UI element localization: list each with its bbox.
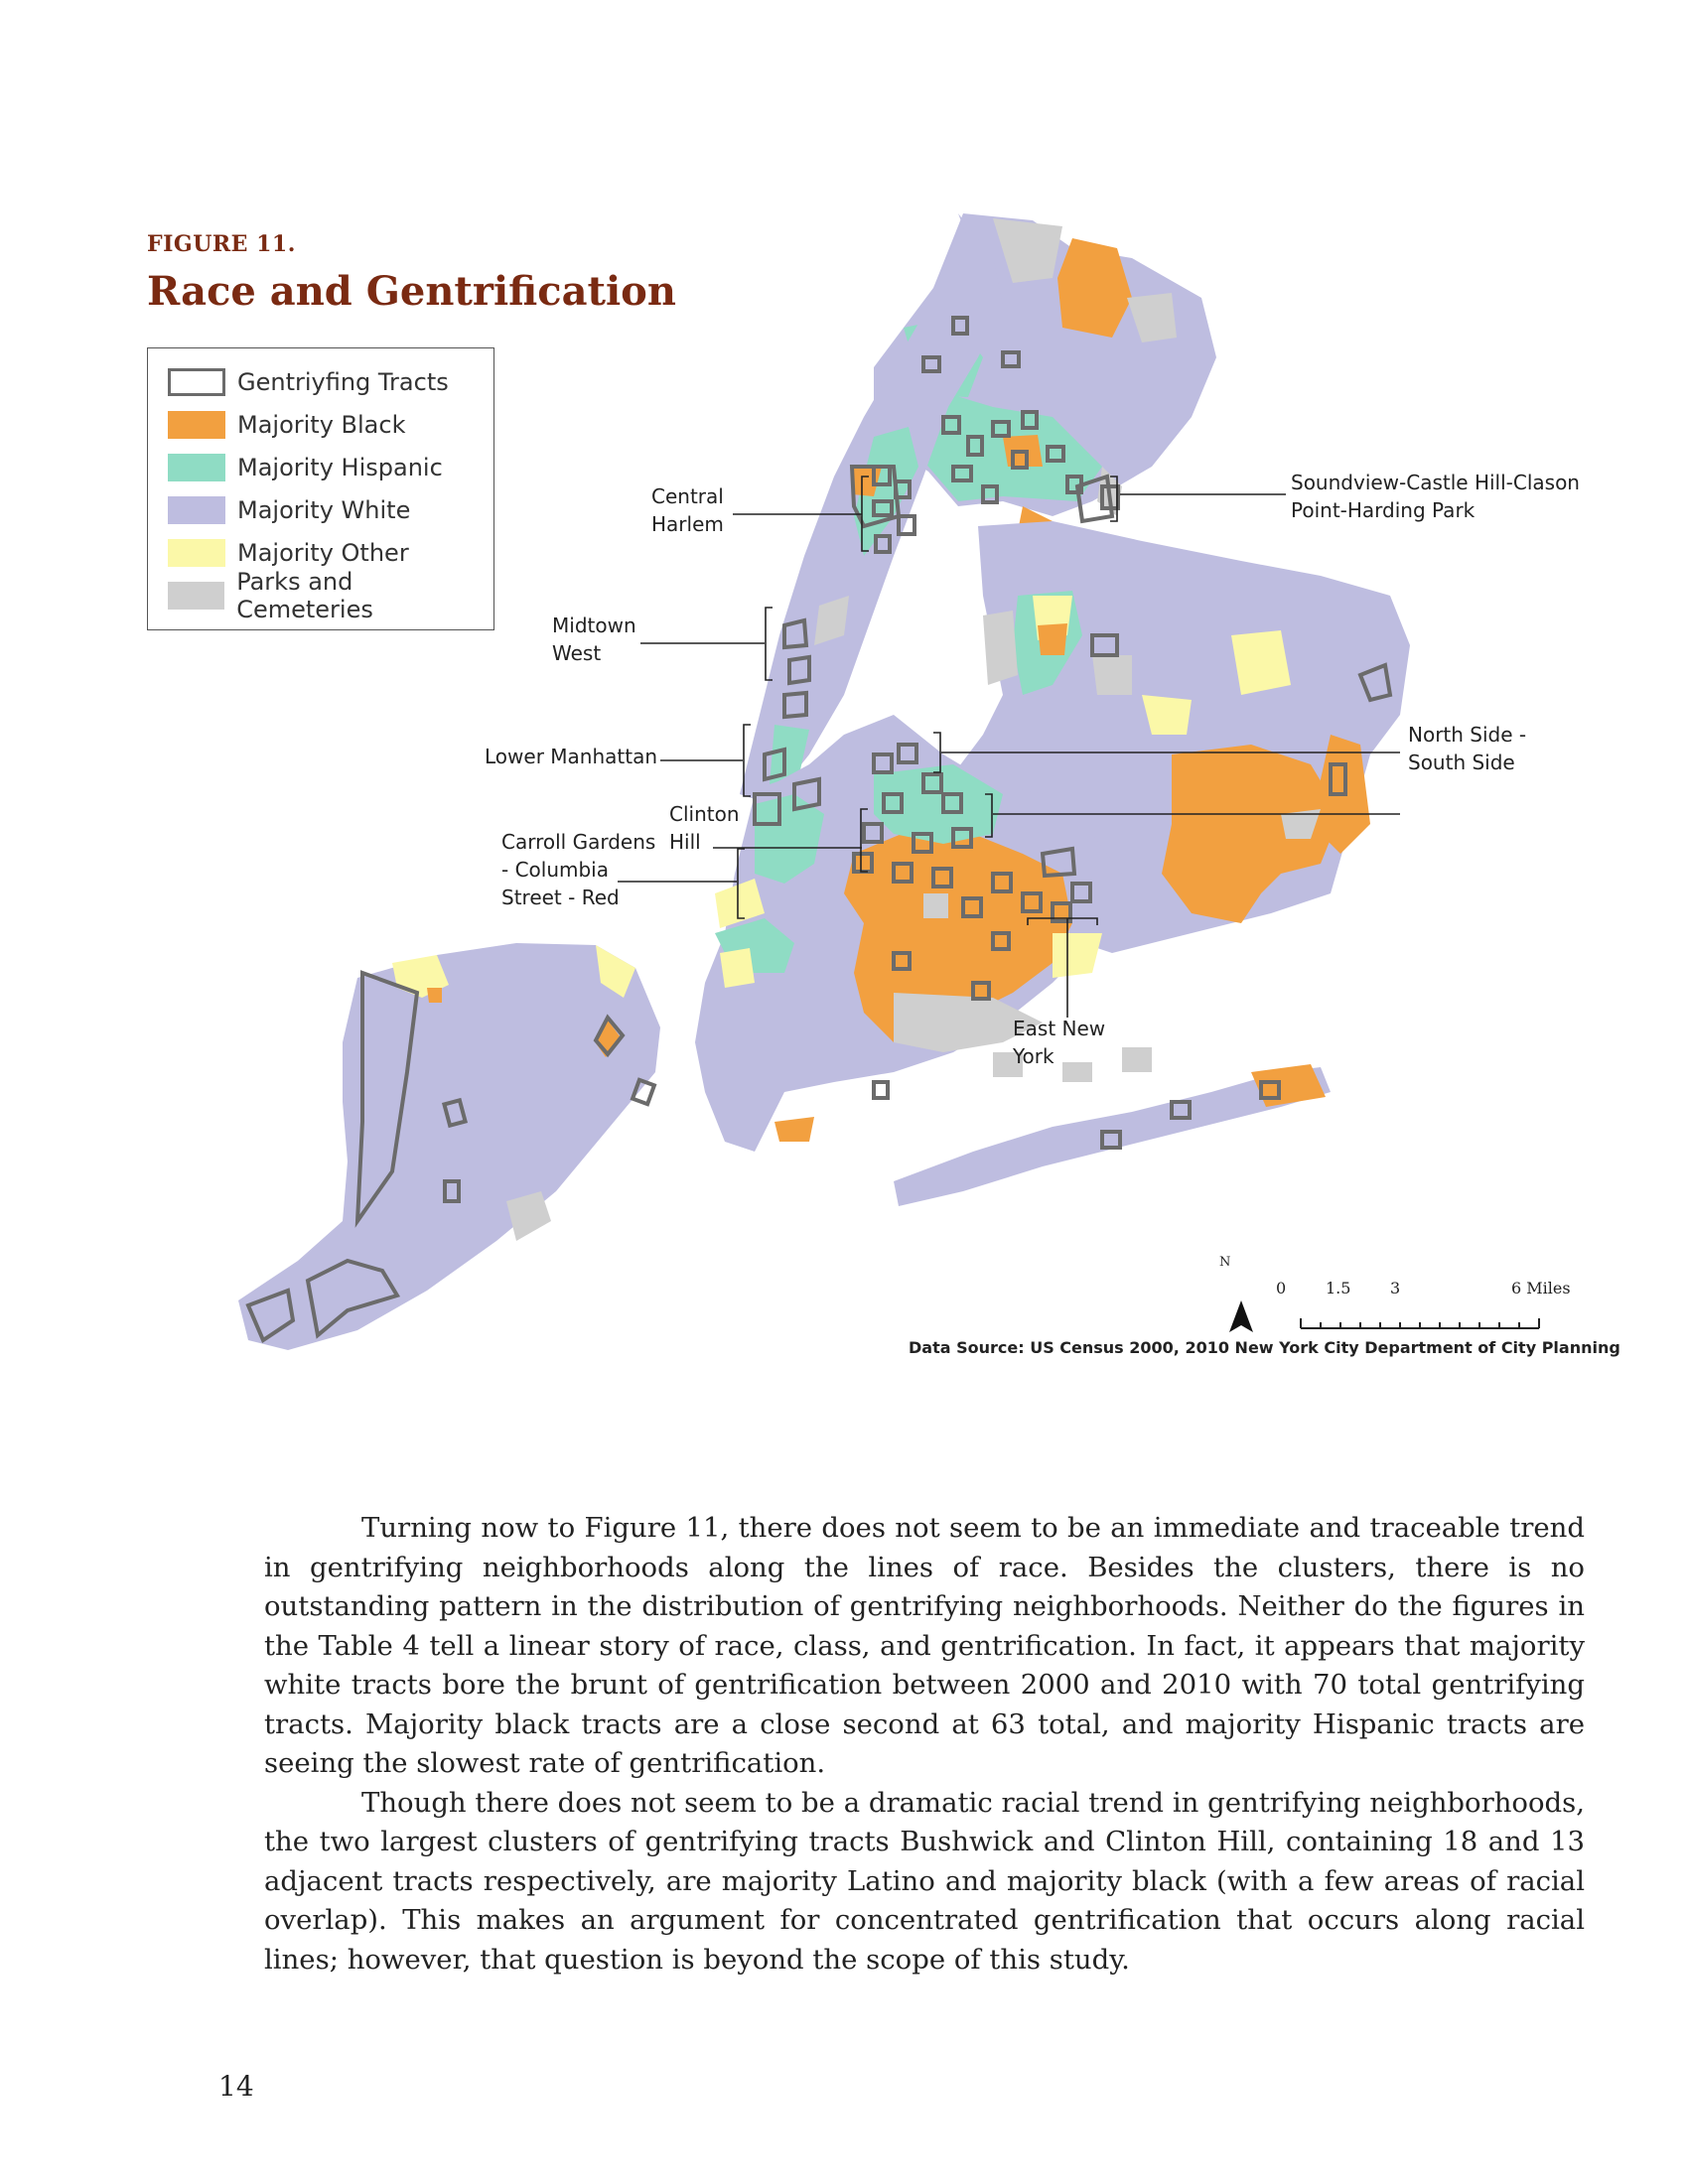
fill-swatch-icon [168, 496, 225, 524]
outline-swatch-icon [168, 368, 225, 396]
legend-label: Majority White [237, 496, 411, 524]
legend-label: Majority Other [237, 539, 409, 567]
legend-item-black [168, 405, 405, 445]
legend-label: Majority Black [237, 411, 406, 439]
map-legend [147, 347, 494, 630]
scale-tick-2: 3 [1390, 1279, 1401, 1297]
manhattan [740, 213, 1003, 804]
callout-east-new-york: East New York [1013, 1017, 1106, 1068]
legend-label: Majority Hispanic [237, 454, 443, 481]
scale-tick-0: 0 [1276, 1279, 1287, 1297]
fill-swatch-icon [168, 539, 225, 567]
figure-title: Race and Gentrification [147, 268, 676, 315]
scale-tick-1: 1.5 [1326, 1279, 1351, 1297]
page-number: 14 [218, 2070, 254, 2103]
legend-item-other [168, 533, 409, 573]
scale-bar [1301, 1318, 1539, 1328]
callout-lower-manhattan: Lower Manhattan [485, 745, 658, 768]
paragraph-1: Turning now to Figure 11, there does not seem to be an immediate and traceable trend in gentrifying neighborhoods along the lines of race. Besides the clusters, there is no outstanding pattern in the distribution of gentrifying neighborhoods. Neither do the figures in the Table 4 tell a linear story of race, class, and gentrification. In fact, it appears that majority white tracts bore the brunt of gentrification between 2000 and 2010 with 70 total gentrifying tracts. Majority black tracts are a close second at 63 total, and majority Hispanic tracts are seeing the slowest rate of gentrification. [264, 1512, 1585, 1779]
legend-item-white [168, 490, 410, 530]
north-label: N [1219, 1255, 1231, 1270]
data-source: Data Source: US Census 2000, 2010 New York City Department of City Planning [909, 1338, 1620, 1357]
legend-item-hispanic [168, 448, 443, 487]
callout-north-side-south-side: North Side - South Side [1408, 723, 1527, 774]
legend-label: Parks and Cemeteries [236, 568, 373, 623]
callout-midtown-west: Midtown West [552, 614, 636, 665]
figure-label: FIGURE 11. [147, 231, 296, 257]
legend-item-gentrifying [168, 362, 449, 402]
fill-swatch-icon [168, 454, 225, 481]
callout-central-harlem: Central Harlem [651, 484, 724, 536]
legend-item-parks [168, 568, 493, 623]
callout-soundview: Soundview-Castle Hill-Clason Point-Harding Park [1291, 471, 1580, 522]
body-text [264, 1509, 1585, 1979]
fill-swatch-icon [168, 582, 224, 610]
callout-clinton-hill: Clinton Hill [669, 802, 740, 854]
scale-tick-3: 6 Miles [1511, 1279, 1571, 1297]
callout-carroll-gardens: Carroll Gardens - Columbia Street - Red [501, 830, 656, 909]
paragraph-2: Though there does not seem to be a dramatic racial trend in gentrifying neighborhoods, the two largest clusters of gentrifying tracts Bushwick and Clinton Hill, containing 18 and 13 adjacent tracts respectively, are majority Latino and majority black (with a few areas of racial overlap). This makes an argument for concentrated gentrification that occurs along racial lines; however, that question is beyond the scope of this study. [264, 1786, 1585, 1976]
legend-label: Gentriyfing Tracts [237, 368, 449, 396]
north-arrow-icon [1229, 1300, 1253, 1332]
fill-swatch-icon [168, 411, 225, 439]
staten-island [238, 943, 660, 1350]
